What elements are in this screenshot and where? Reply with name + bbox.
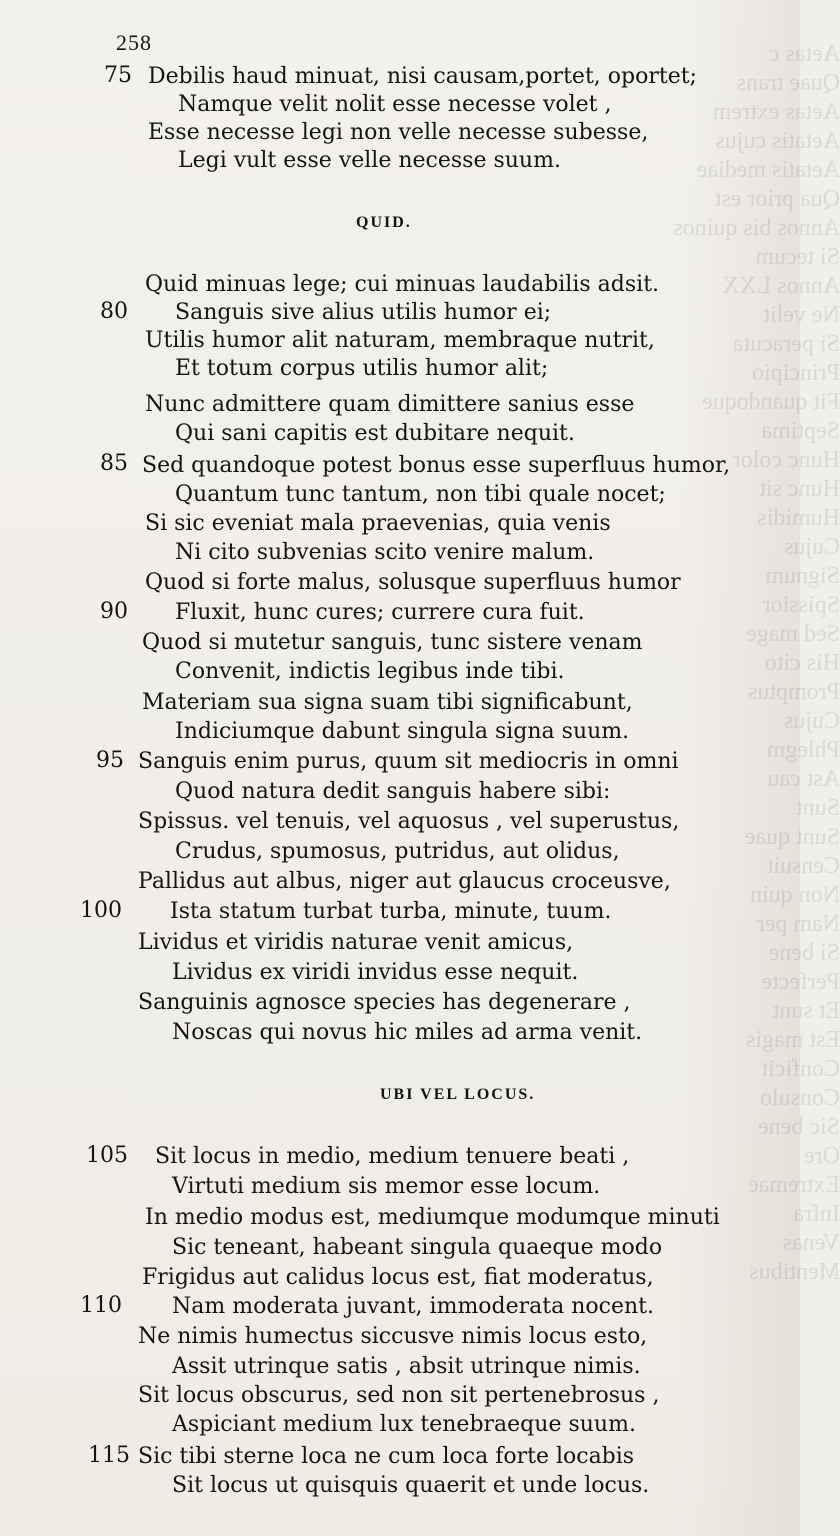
line-number: 110 xyxy=(80,1293,122,1318)
verse-line: Quid minuas lege; cui minuas laudabilis adsit. xyxy=(145,272,660,297)
page-number: 258 xyxy=(116,30,152,55)
verse-line: Qui sani capitis est dubitare nequit. xyxy=(175,421,575,446)
verse-line: Esse necesse legi non velle necesse subesse, xyxy=(148,120,649,145)
verse-line: Indiciumque dabunt singula signa suum. xyxy=(175,719,630,744)
verse-line: Lividus et viridis naturae venit amicus, xyxy=(138,930,574,955)
line-number: 105 xyxy=(86,1143,128,1168)
verse-line: Utilis humor alit naturam, membraque nutrit, xyxy=(145,328,655,353)
verse-line: Materiam sua signa suam tibi significabunt, xyxy=(142,690,633,715)
line-number: 85 xyxy=(100,451,128,476)
verse-line: Quod natura dedit sanguis habere sibi: xyxy=(175,779,611,804)
verse-line: Sanguis enim purus, quum sit mediocris in omni xyxy=(138,749,679,774)
line-number: 75 xyxy=(104,63,132,88)
verse-line: Legi vult esse velle necesse suum. xyxy=(178,148,561,173)
verse-line: Quod si forte malus, solusque superfluus humor xyxy=(145,570,681,595)
verse-line: Quod si mutetur sanguis, tunc sistere venam xyxy=(142,630,643,655)
verse-line: Quantum tunc tantum, non tibi quale nocet; xyxy=(175,482,666,507)
line-number: 80 xyxy=(100,299,128,324)
verse-line: Sanguinis agnosce species has degenerare , xyxy=(138,990,631,1015)
verse-line: Fluxit, hunc cures; currere cura fuit. xyxy=(175,600,585,625)
verse-line: Sit locus in medio, medium tenuere beati , xyxy=(155,1144,630,1169)
verse-line: Nam moderata juvant, immoderata nocent. xyxy=(172,1294,654,1319)
verse-line: Noscas qui novus hic miles ad arma venit. xyxy=(172,1020,643,1045)
line-number: 90 xyxy=(100,599,128,624)
verse-line: Frigidus aut calidus locus est, fiat moderatus, xyxy=(142,1265,654,1290)
verse-line: Sed quandoque potest bonus esse superfluus humor, xyxy=(142,453,731,478)
bleed-through-text: Aetas c Quae trans Aetas extrem Aetatis cujus Aetatis mediae Qua prior est Annos bis quinos Si tecum Annos LXX Ne velit Si peracuta Principio Fit quandoque Septima Hunc color Hunc sit Humidis Cujus Signum Spissior Sed mage His cito Promptus Cujus Phlegm Ast cau Sunt Sunt quae Censuit Non quin Nam per Si bene Perfecte Et sunt Est magis Conficit Consulo Sic bene Ore Extremae Infra Venas Mentibus xyxy=(673,41,840,1285)
verse-line: Convenit, indictis legibus inde tibi. xyxy=(175,659,565,684)
verse-line: Virtuti medium sis memor esse locum. xyxy=(172,1174,601,1199)
verse-line: Si sic eveniat mala praevenias, quia venis xyxy=(145,511,611,536)
section-heading-ubi: UBI VEL LOCUS. xyxy=(380,1086,536,1103)
verse-line: Aspiciant medium lux tenebraeque suum. xyxy=(172,1412,636,1437)
verse-line: Assit utrinque satis , absit utrinque nimis. xyxy=(172,1354,641,1379)
verse-line: In medio modus est, mediumque modumque minuti xyxy=(145,1205,720,1230)
verse-line: Debilis haud minuat, nisi causam,portet, oportet; xyxy=(148,64,697,89)
verse-line: Sit locus ut quisquis quaerit et unde locus. xyxy=(172,1473,650,1498)
verse-line: Et totum corpus utilis humor alit; xyxy=(175,356,549,381)
verse-line: Ne nimis humectus siccusve nimis locus esto, xyxy=(138,1324,648,1349)
verse-line: Sic tibi sterne loca ne cum loca forte locabis xyxy=(138,1444,635,1469)
verse-line: Namque velit nolit esse necesse volet , xyxy=(178,92,612,117)
verse-line: Pallidus aut albus, niger aut glaucus croceusve, xyxy=(138,869,671,894)
verse-line: Ni cito subvenias scito venire malum. xyxy=(175,540,595,565)
verse-line: Spissus. vel tenuis, vel aquosus , vel superustus, xyxy=(138,809,680,834)
verse-line: Sanguis sive alius utilis humor ei; xyxy=(175,300,552,325)
section-heading-quid: QUID. xyxy=(356,214,412,231)
verse-line: Sic teneant, habeant singula quaeque modo xyxy=(172,1235,663,1260)
line-number: 100 xyxy=(80,898,122,923)
line-number: 95 xyxy=(96,748,124,773)
verse-line: Crudus, spumosus, putridus, aut olidus, xyxy=(175,839,620,864)
line-number: 115 xyxy=(88,1443,130,1468)
verse-line: Sit locus obscurus, sed non sit pertenebrosus , xyxy=(138,1383,660,1408)
verse-line: Ista statum turbat turba, minute, tuum. xyxy=(170,899,612,924)
verse-line: Nunc admittere quam dimittere sanius esse xyxy=(145,392,635,417)
verse-line: Lividus ex viridi invidus esse nequit. xyxy=(172,960,579,985)
